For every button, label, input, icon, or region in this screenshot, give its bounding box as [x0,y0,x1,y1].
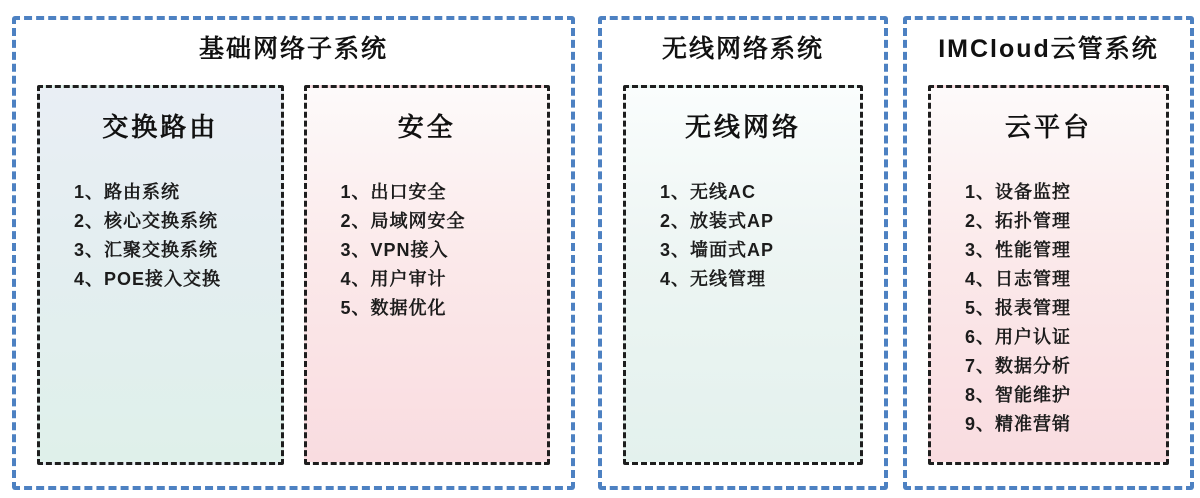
panel-title-switch-route: 交换路由 [102,112,219,142]
panels-basic-network [37,85,550,465]
item-list-security [307,178,548,323]
panel-switch-route [37,85,284,465]
list-item: 9、精准营销 [965,414,1072,434]
list-item: 3、墙面式AP [660,240,775,260]
group-imcloud-management-system [903,16,1194,490]
panel-cloud-platform [928,85,1169,465]
list-item: 1、出口安全 [340,182,447,202]
group-basic-network-subsystem [12,16,575,490]
list-item: 2、拓扑管理 [965,211,1072,231]
list-item: 4、无线管理 [660,269,767,289]
panel-wireless-network [623,85,863,465]
list-item: 4、POE接入交换 [74,269,222,289]
panel-security [304,85,551,465]
item-list-wireless-network [626,178,860,294]
group-title-basic-network: 基础网络子系统 [198,35,388,63]
list-item: 4、用户审计 [340,269,447,289]
list-item: 3、VPN接入 [340,240,449,260]
group-wireless-network-system [598,16,888,490]
list-item: 8、智能维护 [965,385,1072,405]
panels-wireless-network [623,85,863,465]
group-title-wireless-network: 无线网络系统 [661,35,824,63]
list-item: 3、性能管理 [965,240,1072,260]
list-item: 2、放装式AP [660,211,775,231]
panels-imcloud [928,85,1169,465]
list-item: 1、设备监控 [965,182,1072,202]
list-item: 4、日志管理 [965,269,1072,289]
panel-title-cloud-platform: 云平台 [1004,112,1092,142]
list-item: 1、路由系统 [74,182,181,202]
list-item: 3、汇聚交换系统 [74,240,219,260]
list-item: 6、用户认证 [965,327,1072,347]
list-item: 5、报表管理 [965,298,1072,318]
item-list-cloud-platform [931,178,1166,439]
list-item: 7、数据分析 [965,356,1072,376]
item-list-switch-route [40,178,281,294]
list-item: 2、核心交换系统 [74,211,219,231]
list-item: 2、局域网安全 [340,211,466,231]
list-item: 1、无线AC [660,182,757,202]
group-title-imcloud: IMCloud云管系统 [938,35,1159,63]
panel-title-security: 安全 [397,112,456,142]
panel-title-wireless-network: 无线网络 [684,112,801,142]
list-item: 5、数据优化 [340,298,447,318]
